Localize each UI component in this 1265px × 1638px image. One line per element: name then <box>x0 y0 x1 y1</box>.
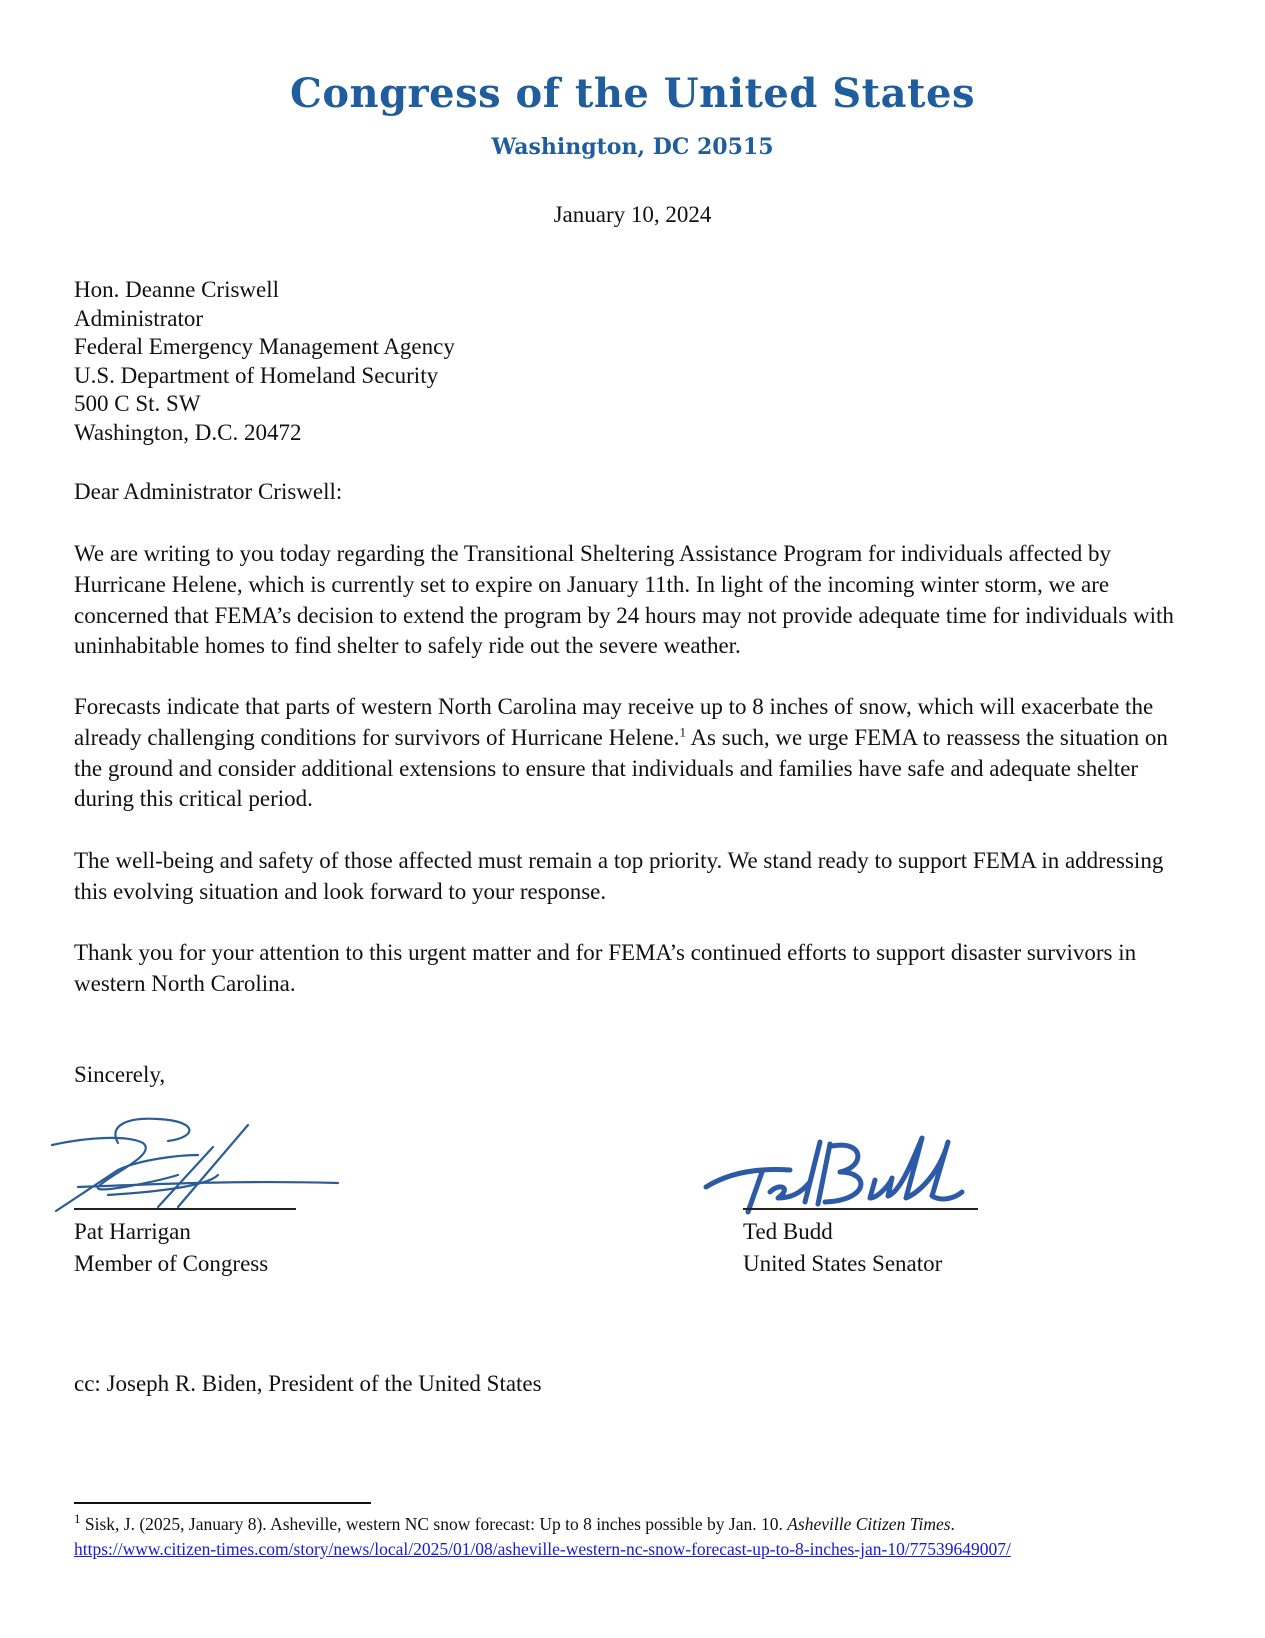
recipient-line: U.S. Department of Homeland Security <box>74 362 439 388</box>
footnote-text: Sisk, J. (2025, January 8). Asheville, western NC snow forecast: Up to 8 inches possible by Jan. 10. <box>80 1514 788 1534</box>
footnote <box>74 1512 1011 1562</box>
signature-line <box>743 1208 978 1210</box>
signatory-title: United States Senator <box>743 1251 943 1276</box>
signature-pat-harrigan <box>48 1115 348 1215</box>
paragraph-2 <box>74 692 1174 815</box>
recipient-line: Federal Emergency Management Agency <box>74 334 455 360</box>
cc-line: cc: Joseph R. Biden, President of the United States <box>74 1371 542 1396</box>
footnote-number: 1 <box>74 1511 81 1527</box>
footnote-link[interactable]: https://www.citizen-times.com/story/news/local/2025/01/08/asheville-western-nc-snow-forecast-up-to-8-inches-jan-10/77539649007/ <box>74 1539 1011 1559</box>
recipient-line: 500 C St. SW <box>74 391 201 417</box>
footnote-reference: 1 <box>679 724 686 740</box>
recipient-address <box>74 276 455 448</box>
salutation: Dear Administrator Criswell: <box>74 479 343 504</box>
footnote-period: . <box>950 1514 955 1534</box>
closing: Sincerely, <box>74 1062 166 1087</box>
signatory-name: Ted Budd <box>743 1219 833 1244</box>
letterhead-subtitle: Washington, DC 20515 <box>491 134 774 160</box>
paragraph-4: Thank you for your attention to this urgent matter and for FEMA’s continued efforts to support disaster survivors in western North Carolina. <box>74 940 1137 996</box>
paragraph-1: We are writing to you today regarding the Transitional Sheltering Assistance Program for individuals affected by Hurricane Helene, which is currently set to expire on January 11th. In light of the incoming winter storm, we are concerned that FEMA’s decision to extend the program by 24 hours may not provide adequate time for individuals with uninhabitable homes to find shelter to safely ride out the severe weather. <box>74 541 1174 659</box>
letterhead-title: Congress of the United States <box>289 70 975 117</box>
paragraph-2-text-cont: As such, we urge FEMA to reassess the situation on the ground and consider additional extensions to ensure that individuals and families have safe and adequate shelter during this critical period. <box>74 724 1168 812</box>
signatory-name: Pat Harrigan <box>74 1219 191 1244</box>
letter-date: January 10, 2024 <box>553 202 712 227</box>
recipient-line: Washington, D.C. 20472 <box>74 419 302 445</box>
recipient-line: Administrator <box>74 305 204 331</box>
recipient-line: Hon. Deanne Criswell <box>74 277 280 302</box>
signatory-title: Member of Congress <box>74 1251 269 1276</box>
signature-line <box>74 1208 296 1210</box>
footnote-divider <box>74 1502 371 1504</box>
paragraph-2-text: Forecasts indicate that parts of western North Carolina may receive up to 8 inches of snow, which will exacerbate the already challenging conditions for survivors of Hurricane Helene. <box>74 694 1154 750</box>
footnote-source: Asheville Citizen Times <box>787 1514 951 1534</box>
paragraph-3: The well-being and safety of those affected must remain a top priority. We stand ready to support FEMA in addressing this evolving situation and look forward to your response. <box>74 848 1164 904</box>
